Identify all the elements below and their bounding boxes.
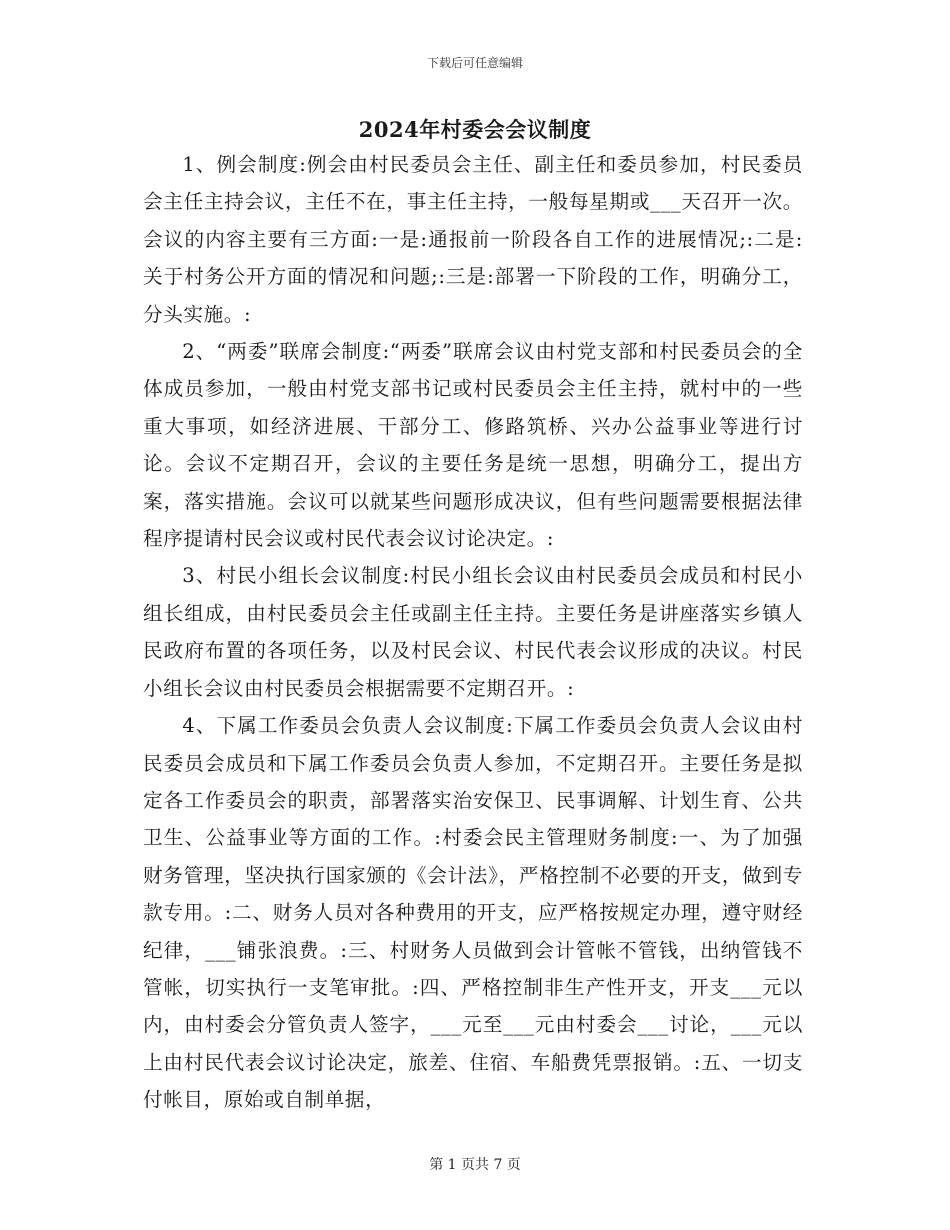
paragraph-1: 1、例会制度:例会由村民委员会主任、副主任和委员参加，村民委员会主任主持会议，主任不在，事主任主持，一般每星期或___天召开一次。会议的内容主要有三方面:一是:通报前一阶段各自工作的进展情况;:二是:关于村务公开方面的情况和问题;:三是:部署一下阶段的工作，明确分工，分头实施。: — [143, 153, 803, 326]
paragraph-4: 4、下属工作委员会负责人会议制度:下属工作委员会负责人会议由村民委员会成员和下属工作委员会负责人参加，不定期召开。主要任务是拟定各工作委员会的职责，部署落实治安保卫、民事调解、计划生育、公共卫生、公益事业等方面的工作。:村委会民主管理财务制度:一、为了加强财务管理，坚决执行国家颁的《会计法》，严格控制不必要的开支，做到专款专用。:二、财务人员对各种费用的开支，应严格按规定办理，遵守财经纪律，___铺张浪费。:三、村财务人员做到会计管帐不管钱，出纳管钱不管帐，切实执行一支笔审批。:四、严格控制非生产性开支，开支___元以内，由村委会分管负责人签字，___元至___元由村委会___讨论，___元以上由村民代表会议讨论决定，旅差、住宿、车船费凭票报销。:五、一切支付帐目，原始或自制单据， — [143, 714, 803, 1112]
document-title: 2024年村委会会议制度 — [358, 117, 592, 142]
paragraph-3: 3、村民小组长会议制度:村民小组长会议由村民委员会成员和村民小组长组成，由村民委员会主任或副主任主持。主要任务是讲座落实乡镇人民政府布置的各项任务，以及村民会议、村民代表会议形成的决议。村民小组长会议由村民委员会根据需要不定期召开。: — [143, 564, 803, 700]
paragraph-2: 2、“两委”联席会制度:“两委”联席会议由村党支部和村民委员会的全体成员参加，一般由村党支部书记或村民委员会主任主持，就村中的一些重大事项，如经济进展、干部分工、修路筑桥、兴办公益事业等进行讨论。会议不定期召开，会议的主要任务是统一思想，明确分工，提出方案，落实措施。会议可以就某些问题形成决议，但有些问题需要根据法律程序提请村民会议或村民代表会议讨论决定。: — [143, 340, 803, 551]
page-number: 第 1 页共 7 页 — [429, 1157, 521, 1173]
header-note: 下载后可任意编辑 — [426, 56, 523, 70]
document-body — [143, 146, 803, 1119]
